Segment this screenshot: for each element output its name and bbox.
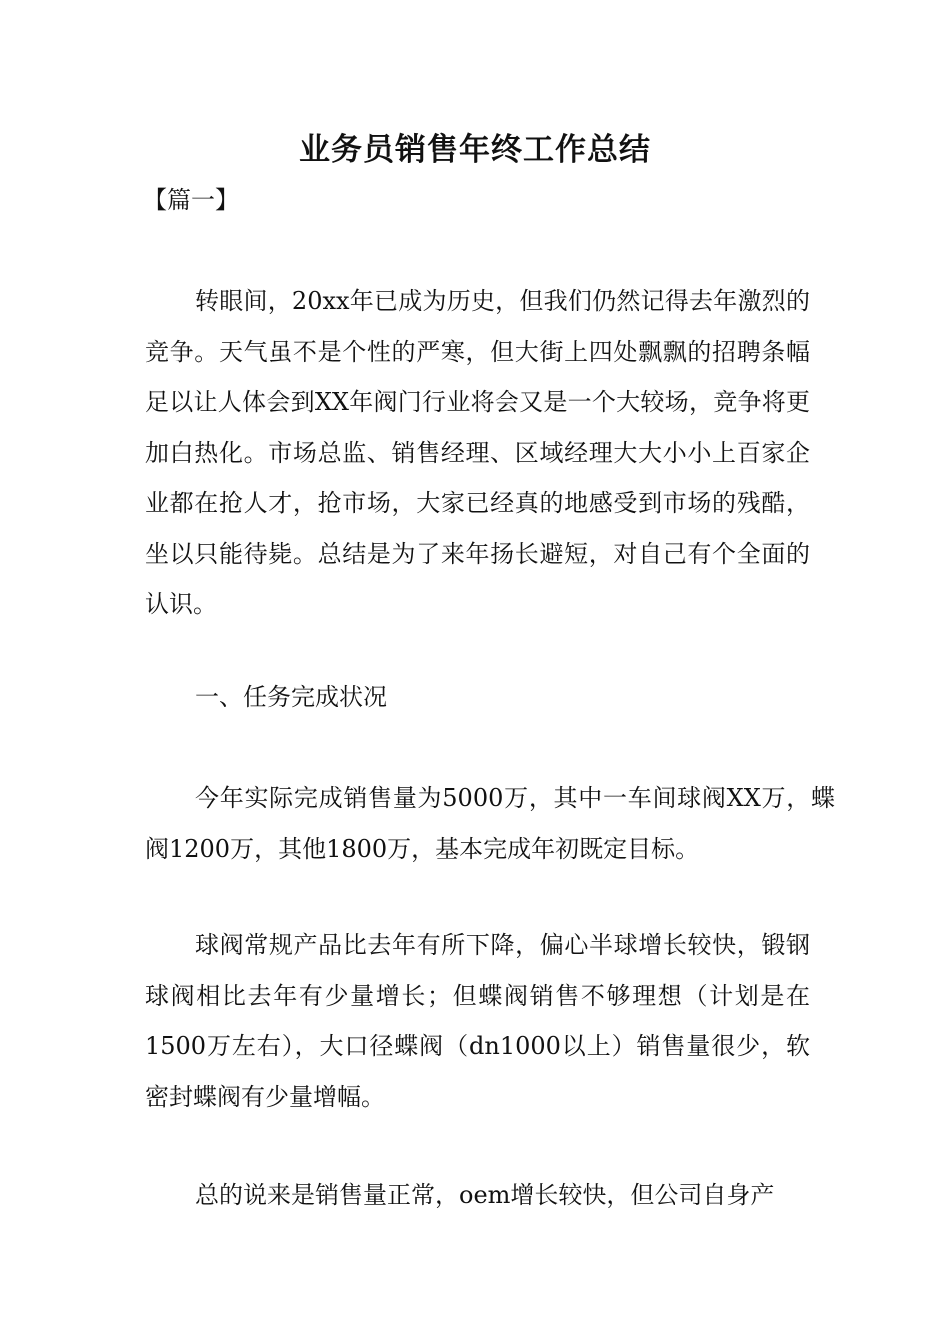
paragraph-product-analysis: 球阀常规产品比去年有所下降，偏心半球增长较快，锻钢球阀相比去年有少量增长；但蝶阀销售不够理想（计划是在1500万左右），大口径蝶阀（dn1000以上）销售量很少，软密封蝶阀有少量增幅。 xyxy=(145,931,810,1111)
paragraph-sales-volume: 今年实际完成销售量为5000万，其中一车间球阀XX万，蝶阀1200万，其他1800万，基本完成年初既定目标。 xyxy=(145,784,835,863)
document-title: 业务员销售年终工作总结 xyxy=(299,132,651,168)
section-label: 【篇一】 xyxy=(143,186,239,214)
paragraph-summary: 总的说来是销售量正常，oem增长较快，但公司自身产 xyxy=(195,1181,775,1209)
paragraph-intro: 转眼间，20xx年已成为历史，但我们仍然记得去年激烈的竞争。天气虽不是个性的严寒，但大街上四处飘飘的招聘条幅足以让人体会到XX年阀门行业将会又是一个大较场，竞争将更加白热化。市场总监、销售经理、区域经理大大小小上百家企业都在抢人才，抢市场，大家已经真的地感受到市场的残酷，坐以只能待毙。总结是为了来年扬长避短，对自己有个全面的认识。 xyxy=(145,287,810,618)
heading-task-status: 一、任务完成状况 xyxy=(195,683,387,711)
